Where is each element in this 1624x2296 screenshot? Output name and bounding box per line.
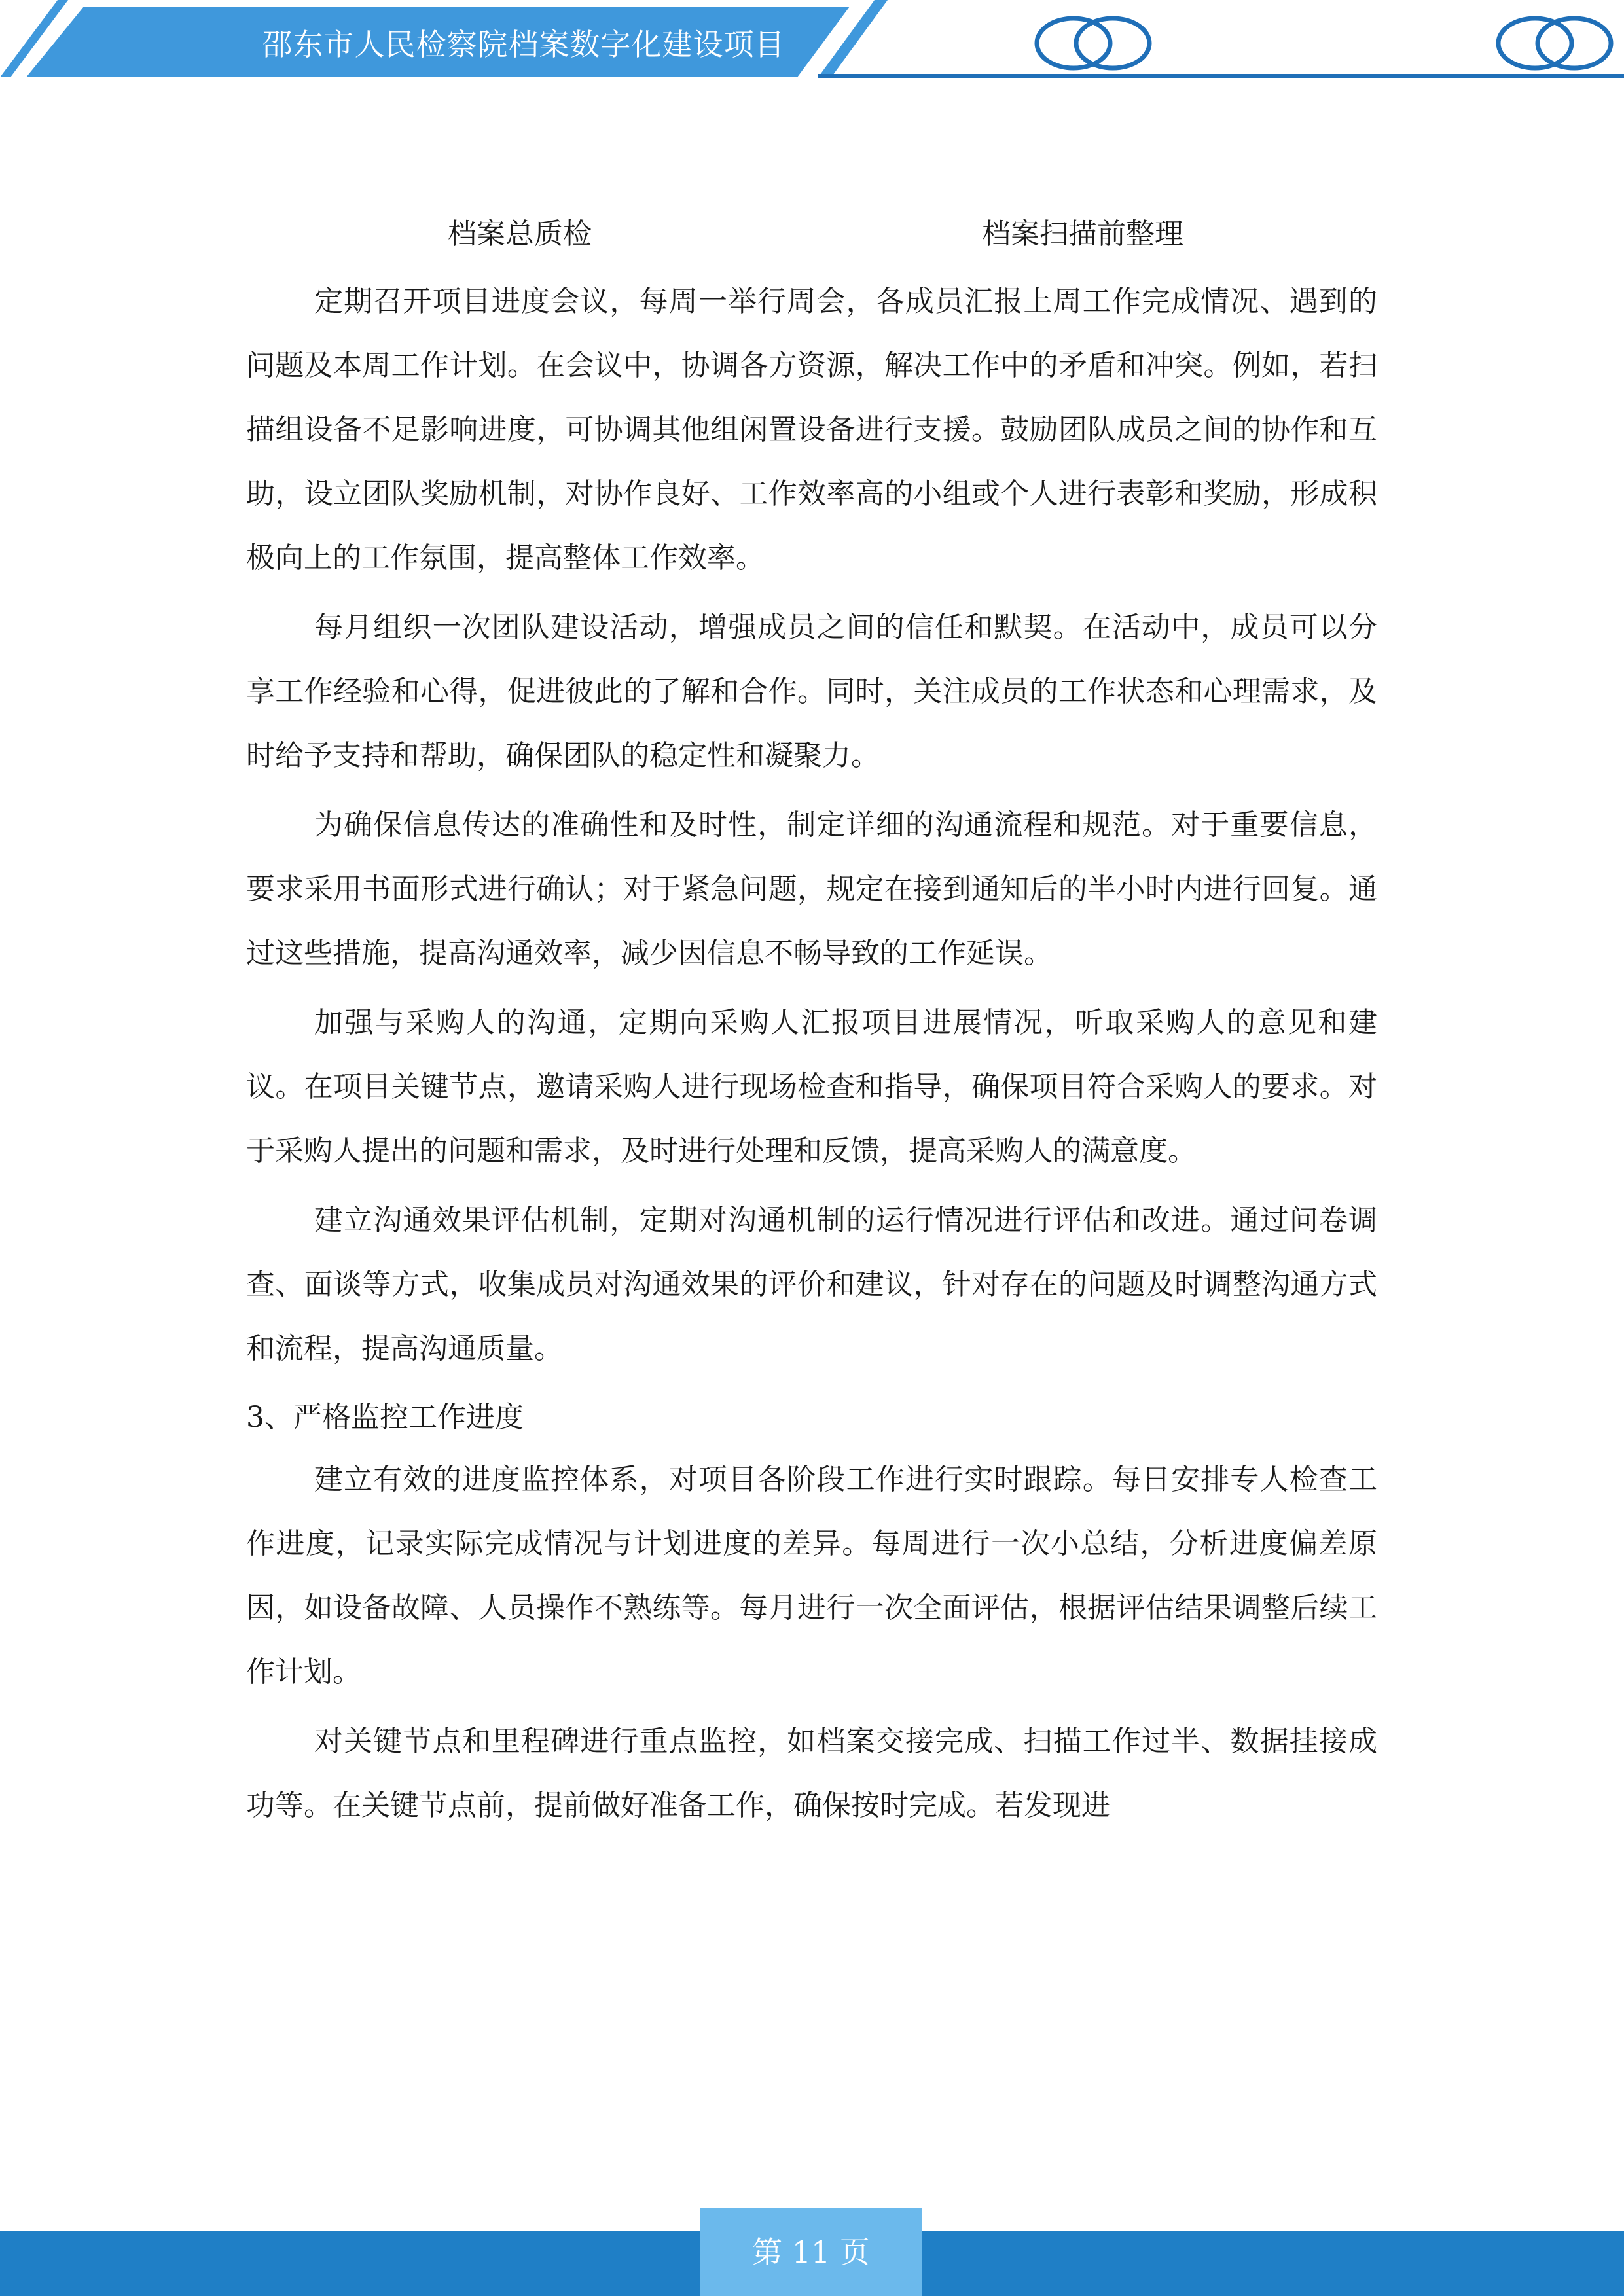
page-header (0, 0, 1624, 92)
section-heading: 3、严格监控工作进度 (246, 1401, 524, 1434)
image-captions (246, 208, 1377, 260)
page-number: 第 11 页 (700, 2208, 922, 2296)
caption-pre-scan-sorting: 档案扫描前整理 (982, 217, 1183, 251)
paragraph-progress-monitoring: 建立有效的进度监控体系，对项目各阶段工作进行实时跟踪。每日安排专人检查工作进度，记录实际完成情况与计划进度的差异。每周进行一次小总结，分析进度偏差原因，如设备故障、人员操作不熟练等。每月进行一次全面评估，根据评估结果调整后续工作计划。 (246, 1463, 1377, 1689)
header-title: 邵东市人民检察院档案数字化建设项目 (262, 27, 785, 62)
document-body (246, 208, 1377, 1838)
caption-quality-check: 档案总质检 (448, 217, 592, 251)
paragraph-milestones: 对关键节点和里程碑进行重点监控，如档案交接完成、扫描工作过半、数据挂接成功等。在关键节点前，提前做好准备工作，确保按时完成。若发现进 (246, 1725, 1377, 1822)
page-footer (0, 2231, 1624, 2296)
paragraph-meetings: 定期召开项目进度会议，每周一举行周会，各成员汇报上周工作完成情况、遇到的问题及本周工作计划。在会议中，协调各方资源，解决工作中的矛盾和冲突。例如，若扫描组设备不足影响进度，可协调其他组闲置设备进行支援。鼓励团队成员之间的协作和互助，设立团队奖励机制，对协作良好、工作效率高的小组或个人进行表彰和奖励，形成积极向上的工作氛围，提高整体工作效率。 (246, 285, 1377, 575)
ring-logo-left (1037, 18, 1149, 68)
paragraph-team-building: 每月组织一次团队建设活动，增强成员之间的信任和默契。在活动中，成员可以分享工作经验和心得，促进彼此的了解和合作。同时，关注成员的工作状态和心理需求，及时给予支持和帮助，确保团队的稳定性和凝聚力。 (246, 611, 1377, 772)
paragraph-purchaser-communication: 加强与采购人的沟通，定期向采购人汇报项目进展情况，听取采购人的意见和建议。在项目关键节点，邀请采购人进行现场检查和指导，确保项目符合采购人的要求。对于采购人提出的问题和需求，及时进行处理和反馈，提高采购人的满意度。 (246, 1006, 1377, 1168)
paragraph-communication-process: 为确保信息传达的准确性和及时性，制定详细的沟通流程和规范。对于重要信息，要求采用书面形式进行确认；对于紧急问题，规定在接到通知后的半小时内进行回复。通过这些措施，提高沟通效率，减少因信息不畅导致的工作延误。 (246, 808, 1377, 970)
ring-logo-right (1498, 18, 1611, 68)
paragraph-communication-evaluation: 建立沟通效果评估机制，定期对沟通机制的运行情况进行评估和改进。通过问卷调查、面谈等方式，收集成员对沟通效果的评价和建议，针对存在的问题及时调整沟通方式和流程，提高沟通质量。 (246, 1204, 1377, 1365)
